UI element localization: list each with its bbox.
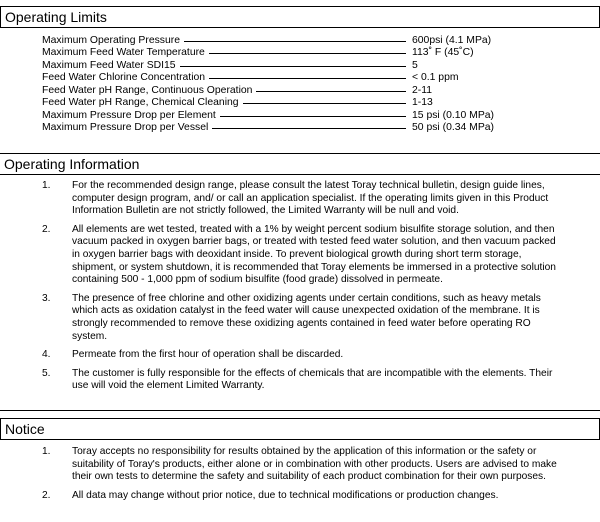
item-text: All data may change without prior notice, due to technical modifications or production changes. [72,489,499,501]
leader-line [209,78,406,79]
list-item [0,490,600,503]
notice-list [0,446,600,508]
operating-information-header [0,153,600,175]
operating-information-list [0,180,600,399]
list-item [0,349,600,362]
limit-value: 600psi (4.1 MPa) [412,34,492,46]
limit-row [42,59,562,72]
item-text: For the recommended design range, please consult the latest Toray technical bulletin, design guide lines, computer design program, and/ or call an application specialist. If the operating limits given in this Product Information Bulletin are not strictly followed, the Limited Warranty will be null and void. [72,180,549,217]
limit-row [42,97,562,110]
limit-label: Maximum Pressure Drop per Element [42,109,216,121]
item-number: 2. [42,489,51,501]
operating-limits-list [42,34,562,134]
item-number: 3. [42,292,51,304]
limit-label: Feed Water Chlorine Concentration [42,72,206,84]
limit-value: 15 psi (0.10 MPa) [412,109,495,121]
limit-label: Maximum Operating Pressure [42,34,181,46]
limit-label: Maximum Pressure Drop per Vessel [42,122,209,134]
leader-line [256,91,406,92]
limit-row [42,72,562,85]
item-number: 2. [42,223,51,235]
item-number: 1. [42,180,51,191]
limit-value: < 0.1 ppm [412,72,459,84]
limit-label: Maximum Feed Water Temperature [42,47,205,59]
operating-information-title: Operating Information [4,156,140,172]
item-text: Toray accepts no responsibility for results obtained by the application of this information or the safety or suitability of Toray's products, either alone or in combination with other products. Users are advised to make their own tests to determine the safety and suitability of each product combination for their own purposes. [72,446,557,483]
list-item [0,180,600,218]
limit-row [42,34,562,47]
limit-row [42,84,562,97]
limit-row [42,109,562,122]
limit-value: 1-13 [412,97,433,109]
limit-row [42,122,562,135]
operating-limits-title: Operating Limits [5,9,107,25]
leader-line [184,41,406,42]
limit-label: Feed Water pH Range, Chemical Cleaning [42,97,239,109]
limit-value: 5 [412,59,418,71]
list-item [0,293,600,343]
list-item [0,368,600,393]
limit-row [42,47,562,60]
divider [0,410,600,411]
item-text: Permeate from the first hour of operation shall be discarded. [72,349,344,361]
limit-label: Feed Water pH Range, Continuous Operation [42,84,253,96]
item-text: The customer is fully responsible for the effects of chemicals that are incompatible with the elements. Their use will void the element Limited Warranty. [72,367,553,392]
limit-value: 50 psi (0.34 MPa) [412,122,495,134]
limit-label: Maximum Feed Water SDI15 [42,59,176,71]
item-text: The presence of free chlorine and other oxidizing agents under certain conditions, such as heavy metals which acts as oxidation catalyst in the feed water will cause unexpected oxidation of the membrane. It is strongly recommended to remove these oxidizing agents contained in feed water before operating RO system. [72,292,541,342]
list-item [0,224,600,287]
leader-line [180,66,406,67]
notice-title: Notice [5,421,45,437]
limit-value: 113˚ F (45˚C) [412,47,474,59]
list-item [0,446,600,484]
leader-line [212,128,406,129]
item-number: 1. [42,446,51,457]
item-text: All elements are wet tested, treated with a 1% by weight percent sodium bisulfite storage solution, and then vacuum packed in oxygen barrier bags, or treated with tested feed water solution, and then vacuum packed in oxygen barrier bags with deoxidant inside. To prevent biological growth during short term storage, shipment, or system shutdown, it is recommended that Toray elements be immersed in a protective solution containing 500 - 1,000 ppm of sodium bisulfite (food grade) dissolved in permeate. [72,223,556,286]
leader-line [243,103,406,104]
notice-header [0,418,600,440]
operating-limits-header [0,6,600,28]
leader-line [220,116,406,117]
leader-line [209,53,406,54]
item-number: 5. [42,367,51,379]
limit-value: 2-11 [412,84,433,96]
item-number: 4. [42,349,51,361]
